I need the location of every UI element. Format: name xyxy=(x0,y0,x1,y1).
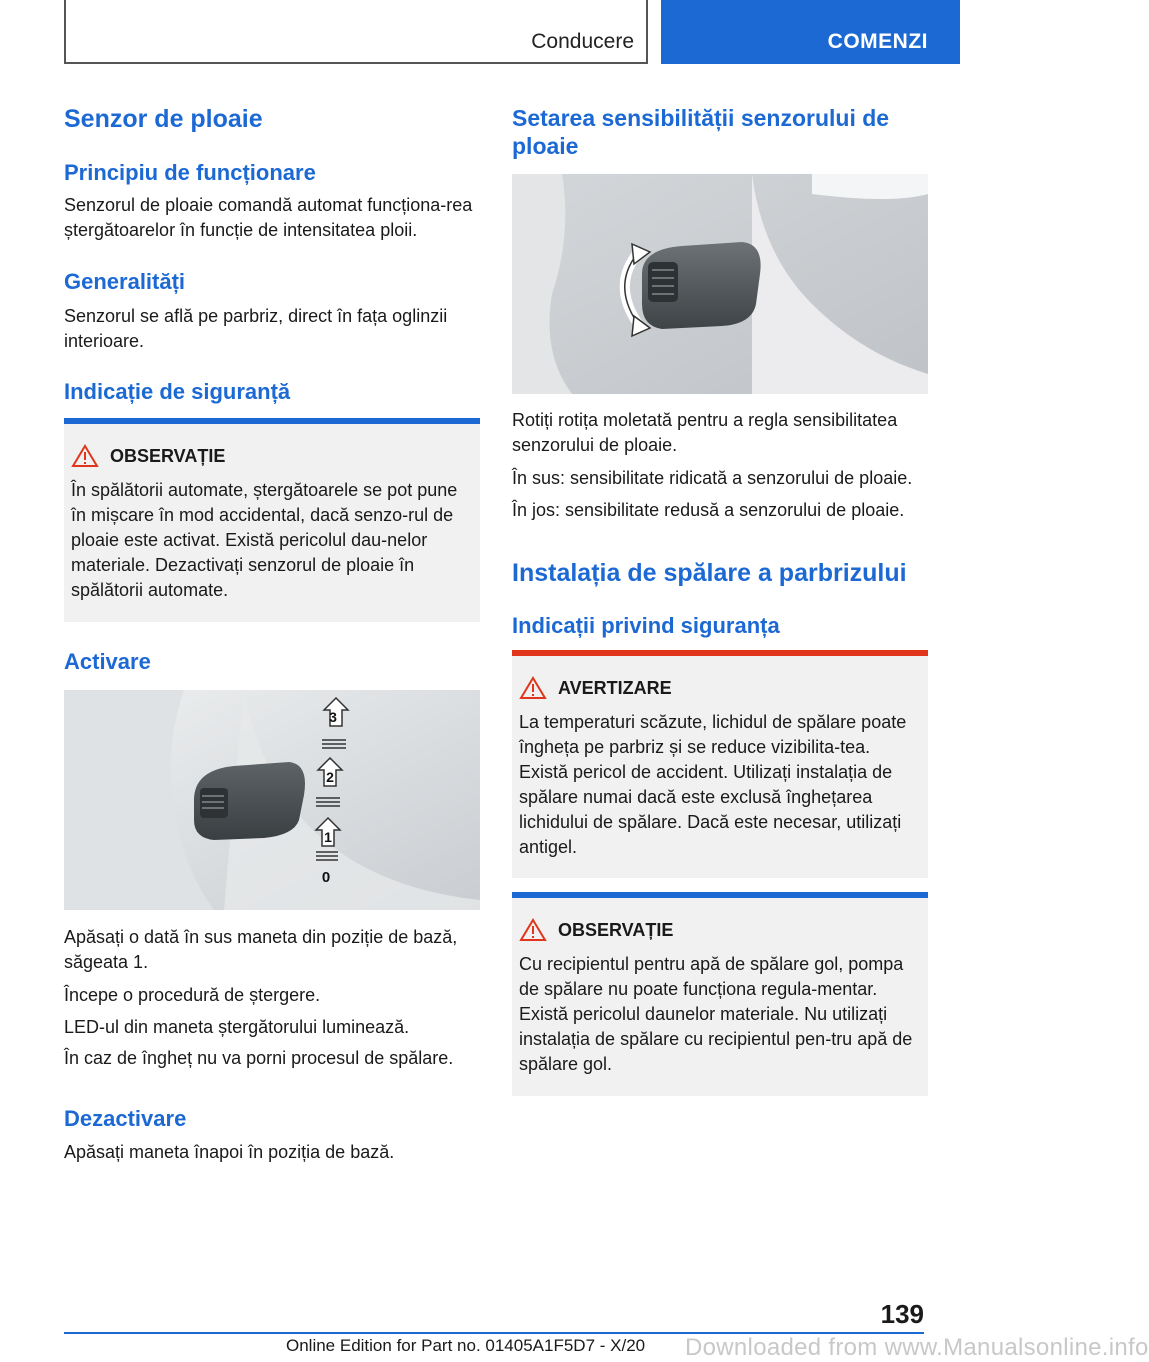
warning-triangle-icon xyxy=(520,676,546,700)
principle-text: Senzorul de ploaie comandă automat funcționa-rea ștergătoarelor în funcție de intensitatea ploii. xyxy=(64,195,473,240)
watermark: Downloaded from www.Manualsonline.info xyxy=(685,1334,1149,1361)
page-number: 139 xyxy=(880,1299,924,1329)
warning-box xyxy=(512,650,928,878)
arrow-label-0: 0 xyxy=(321,869,331,886)
activation-illustration xyxy=(64,690,480,910)
washer-notice-text: Cu recipientul pentru apă de spălare gol, pompa de spălare nu poate funcționa regula-mentar. Există pericolul daunelor materiale. Nu utilizați instalația de spălare cu recipientul pen-tru apă de spălare gol. xyxy=(519,954,913,1074)
general-heading: Generalități xyxy=(64,269,186,294)
washer-notice-label: OBSERVAȚIE xyxy=(558,920,674,940)
sensitivity-text-1: Rotiți rotița moletată pentru a regla sensibilitatea senzorului de ploaie. xyxy=(512,410,898,455)
header-section-tab xyxy=(64,0,648,64)
deactivation-text: Apăsați maneta înapoi în poziția de bază. xyxy=(64,1142,395,1162)
header-chapter-tab xyxy=(661,0,960,64)
sensitivity-text-2: În sus: sensibilitate ridicată a senzorului de ploaie. xyxy=(512,468,913,488)
washer-heading: Instalația de spălare a parbrizului xyxy=(512,559,907,587)
activation-step-2: Începe o procedură de ștergere. xyxy=(64,985,321,1005)
activation-heading: Activare xyxy=(64,649,151,674)
notice-box xyxy=(64,418,480,622)
footer-edition: Online Edition for Part no. 01405A1F5D7 - X/20 xyxy=(286,1336,646,1355)
page-title: Senzor de ploaie xyxy=(64,105,263,133)
principle-heading: Principiu de funcționare xyxy=(64,160,316,185)
notice-text: În spălătorii automate, ștergătoarele se pot pune în mișcare în mod accidental, dacă senzo-rul de ploaie este activat. Există pericolul dau-nelor materiale. Dezactivați senzorul de ploaie în spălătorii automate. xyxy=(71,480,458,600)
washer-notice-box xyxy=(512,892,928,1096)
activation-step-4: În caz de îngheț nu va porni procesul de spălare. xyxy=(64,1048,454,1068)
sensitivity-heading: Setarea sensibilității senzorului de ploaie xyxy=(512,105,890,159)
warning-triangle-icon xyxy=(72,444,98,468)
arrow-label-3: 3 xyxy=(329,709,337,725)
notice-label: OBSERVAȚIE xyxy=(110,446,226,466)
arrow-label-2: 2 xyxy=(326,769,334,785)
general-text: Senzorul se află pe parbriz, direct în fața oglinzii interioare. xyxy=(64,306,448,351)
header-section-label: Conducere xyxy=(531,30,634,53)
washer-safety-heading: Indicații privind siguranța xyxy=(512,613,780,638)
sensitivity-text-3: În jos: sensibilitate redusă a senzorului de ploaie. xyxy=(512,500,905,520)
sensitivity-illustration xyxy=(512,174,928,394)
arrow-label-1: 1 xyxy=(324,829,332,845)
safety-heading: Indicație de siguranță xyxy=(64,379,291,404)
header-chapter-label: COMENZI xyxy=(827,30,928,53)
activation-step-1: Apăsați o dată în sus maneta din poziție de bază, săgeata 1. xyxy=(64,927,458,972)
warning-text: La temperaturi scăzute, lichidul de spălare poate îngheța pe parbriz și se reduce vizibilita-tea. Există pericol de accident. Utilizați instalația de spălare numai dacă este exclusă înghețarea lichidului de spălare. Dacă este necesar, utilizați antigel. xyxy=(519,712,907,857)
deactivation-heading: Dezactivare xyxy=(64,1106,187,1131)
activation-step-3: LED-ul din maneta ștergătorului luminează. xyxy=(64,1017,410,1037)
warning-triangle-icon xyxy=(520,918,546,942)
warning-label: AVERTIZARE xyxy=(558,678,672,698)
